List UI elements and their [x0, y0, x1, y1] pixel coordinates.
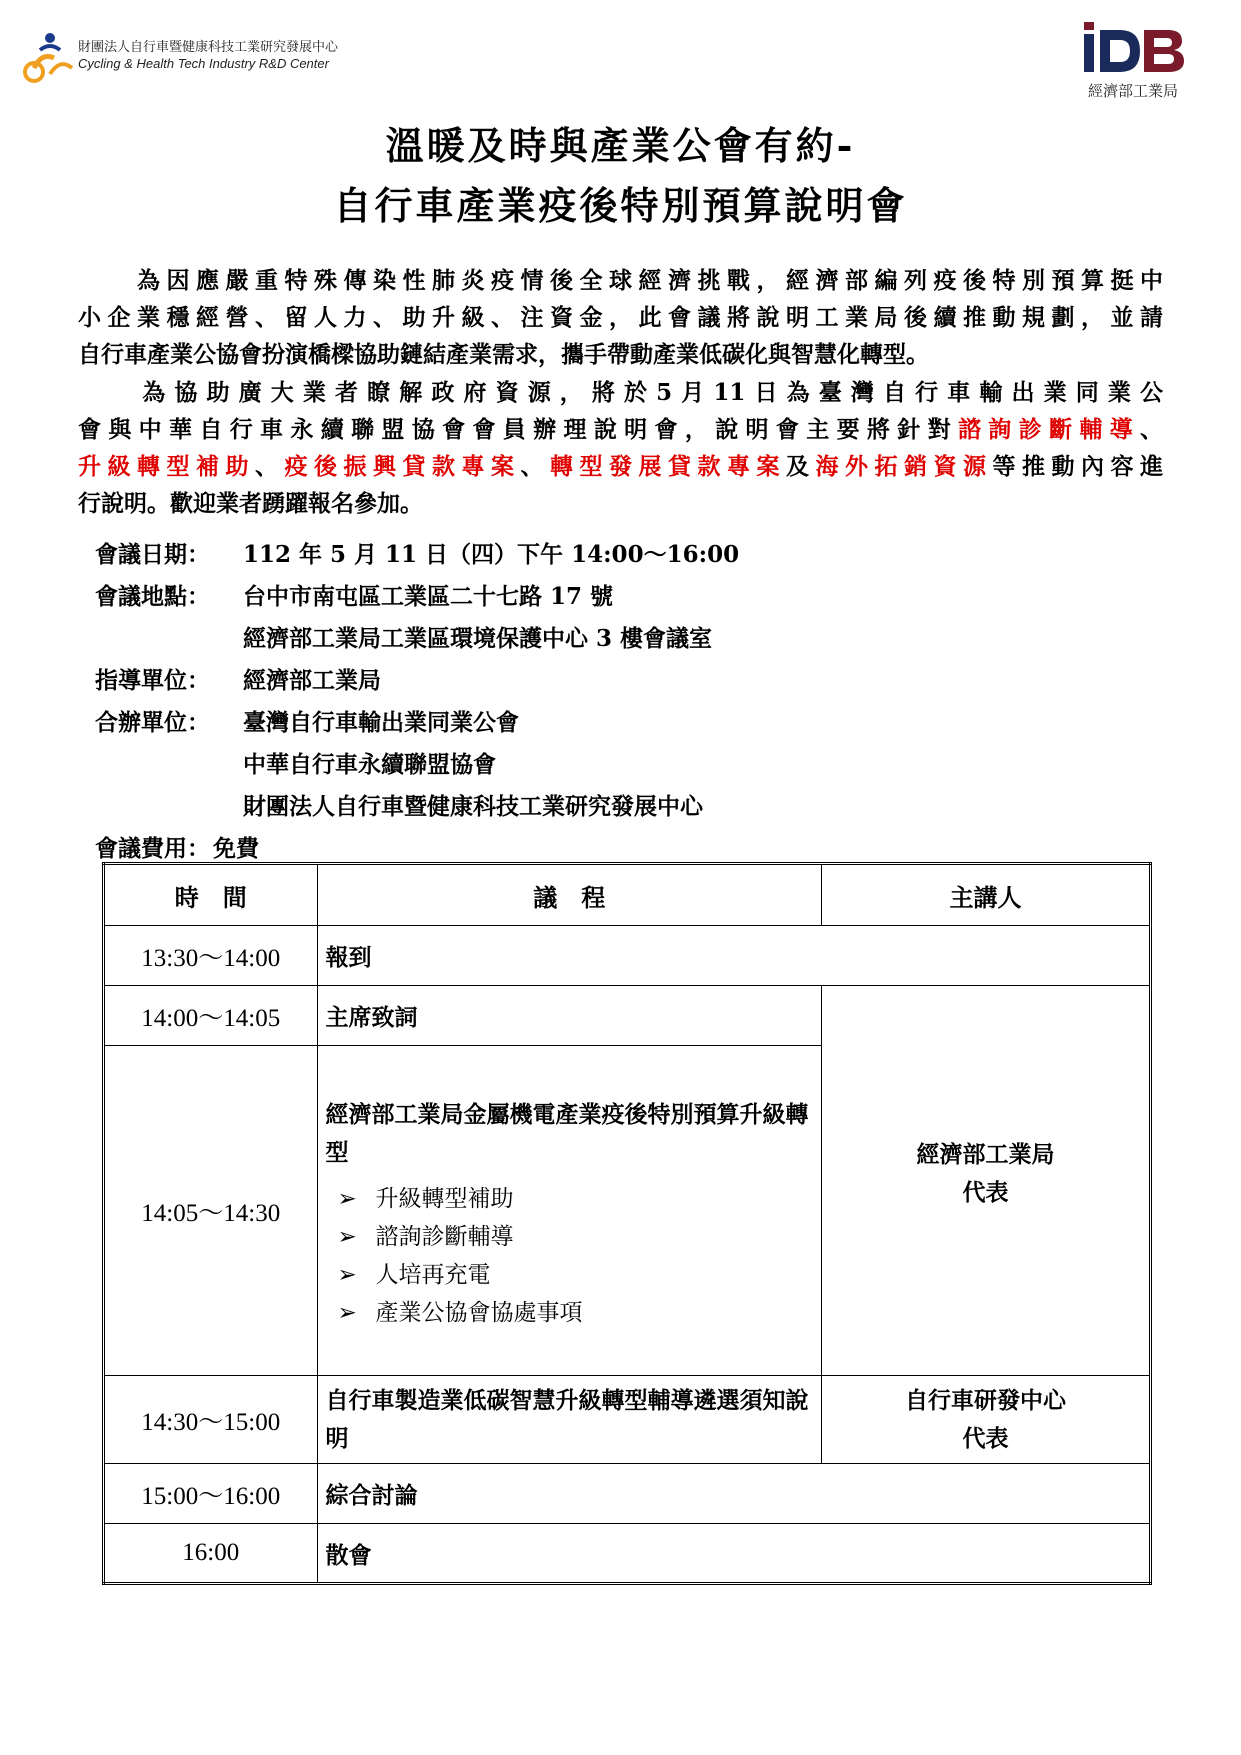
- arrow-bullet-icon: ➢: [337, 1300, 357, 1326]
- speaker-name: 經濟部工業局: [916, 1141, 1055, 1168]
- idb-logo: [1068, 18, 1198, 108]
- intro-p2-line: [78, 411, 1163, 448]
- table-row: [104, 1376, 1151, 1464]
- intro-p1-line: 為因應嚴重特殊傳染性肺炎疫情後全球經濟挑戰，經濟部編列疫後特別預算挺中: [78, 267, 1163, 294]
- location-line2: 經濟部工業局工業區環境保護中心 3 樓會議室: [243, 625, 713, 652]
- speaker-name: 自行車研發中心: [904, 1386, 1066, 1414]
- agenda-topic: 自行車製造業低碳智慧升級轉型輔導遴選須知說明: [317, 1376, 821, 1464]
- agenda-speaker-idb: [821, 986, 1150, 1376]
- bullet-text: 諮詢診斷輔導: [375, 1224, 514, 1250]
- agenda-time: 15:00～16:00: [104, 1464, 318, 1524]
- highlight-upgrade-subsidy: 升級轉型補助: [78, 453, 255, 480]
- location-line1: 台中市南屯區工業區二十七路 17 號: [243, 583, 614, 610]
- intro-sep: 、: [520, 453, 550, 480]
- fee-value: 免費: [213, 835, 259, 862]
- intro-p2-line: 為協助廣大業者瞭解政府資源，將於5月11日為臺灣自行車輸出業同業公: [78, 379, 1163, 406]
- intro-p1-line: 自行車產業公協會扮演橋樑協助鏈結產業需求，攜手帶動產業低碳化與智慧化轉型。: [78, 341, 929, 368]
- arrow-bullet-icon: ➢: [337, 1262, 357, 1288]
- location-label: 會議地點：: [95, 583, 210, 610]
- speaker-role: 代表: [962, 1179, 1009, 1206]
- co-organizer-2: 中華自行車永續聯盟協會: [243, 751, 496, 778]
- list-item: [326, 1218, 813, 1256]
- bullet-text: 產業公協會協處事項: [375, 1300, 583, 1326]
- agenda-header-row: [104, 864, 1151, 926]
- date-label: 會議日期：: [95, 541, 210, 568]
- bullet-text: 人培再充電: [375, 1262, 491, 1288]
- page-title-line1: 溫暖及時與產業公會有約-: [385, 123, 856, 168]
- agenda-time: 16:00: [104, 1524, 318, 1584]
- agenda-topic: 經濟部工業局金屬機電產業疫後特別預算升級轉型: [325, 1101, 809, 1166]
- agenda-time: 14:30～15:00: [104, 1376, 318, 1464]
- guidance-value: 經濟部工業局: [243, 667, 381, 694]
- intro-text: 等推動內容進: [992, 453, 1163, 480]
- idb-label: 經濟部工業局: [1087, 82, 1178, 100]
- date-value: 112 年 5 月 11 日（四）下午 14:00～16:00: [243, 541, 740, 568]
- agenda-topic-cell: [317, 1046, 821, 1376]
- co-organizer-3: 財團法人自行車暨健康科技工業研究發展中心: [243, 793, 703, 820]
- table-row: [104, 926, 1151, 986]
- list-item: [326, 1256, 813, 1294]
- guidance-label: 指導單位：: [95, 667, 210, 694]
- agenda-topic: 報到: [317, 926, 1150, 986]
- table-row: [104, 1524, 1151, 1584]
- table-row: [104, 986, 1151, 1046]
- bullet-text: 升級轉型補助: [375, 1186, 514, 1212]
- intro-p2-line: [78, 448, 1163, 485]
- agenda-topic: 主席致詞: [317, 986, 821, 1046]
- intro-text: 會與中華自行車永續聯盟協會會員辦理說明會，說明會主要將針對: [78, 416, 958, 443]
- header-speaker: 主講人: [821, 864, 1150, 926]
- agenda-topic: 散會: [317, 1524, 1150, 1584]
- agenda-time: 14:05～14:30: [104, 1046, 318, 1376]
- intro-paragraph-1: [78, 262, 1163, 373]
- agenda-time: 14:00～14:05: [104, 986, 318, 1046]
- idb-mark-icon: [1068, 18, 1198, 78]
- fee-label: 會議費用：: [95, 835, 210, 862]
- co-organizer-1: 臺灣自行車輸出業同業公會: [243, 709, 519, 736]
- intro-p2-line: 行說明。歡迎業者踴躍報名參加。: [78, 490, 423, 517]
- table-row: [104, 1464, 1151, 1524]
- highlight-recovery-loan: 疫後振興貸款專案: [284, 453, 521, 480]
- bicycle-rider-logo-icon: [20, 28, 76, 84]
- intro-sep: 及: [786, 453, 816, 480]
- agenda-topic: 綜合討論: [317, 1464, 1150, 1524]
- intro-p1-line: 小企業穩經營、留人力、助升級、注資金，此會議將說明工業局後續推動規劃，並請: [78, 304, 1163, 331]
- intro-sep: 、: [255, 453, 285, 480]
- agenda-time: 13:30～14:00: [104, 926, 318, 986]
- cycling-center-logo: [20, 28, 339, 84]
- highlight-overseas-marketing: 海外拓銷資源: [815, 453, 993, 480]
- org-name-zh: 財團法人自行車暨健康科技工業研究發展中心: [78, 40, 339, 55]
- agenda-table: [102, 862, 1152, 1585]
- org-name-en: Cycling & Health Tech Industry R&D Center: [78, 56, 329, 71]
- arrow-bullet-icon: ➢: [337, 1186, 357, 1212]
- arrow-bullet-icon: ➢: [337, 1224, 357, 1250]
- agenda-speaker-rd-center: [821, 1376, 1150, 1464]
- list-item: [326, 1294, 813, 1332]
- speaker-role: 代表: [962, 1424, 1009, 1452]
- intro-sep: 、: [1140, 416, 1164, 443]
- co-organizer-label: 合辦單位：: [95, 709, 210, 736]
- page-title-line2: 自行車產業疫後特別預算說明會: [333, 183, 908, 228]
- highlight-consulting: 諮詢診斷輔導: [957, 416, 1141, 443]
- header-topic: 議 程: [317, 864, 821, 926]
- list-item: [326, 1180, 813, 1218]
- agenda-bullet-list: [326, 1180, 813, 1332]
- intro-paragraph-2: [78, 374, 1163, 522]
- highlight-transformation-loan: 轉型發展貸款專案: [550, 453, 786, 480]
- header-time: 時 間: [104, 864, 318, 926]
